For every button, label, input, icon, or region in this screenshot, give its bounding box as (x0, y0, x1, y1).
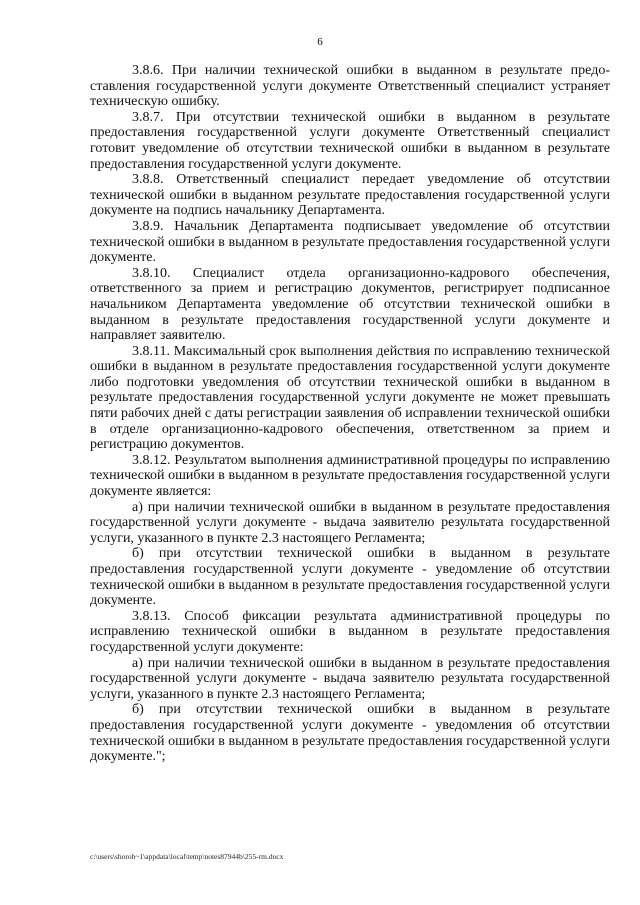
paragraph-3-8-12-a: а) при наличии технической ошибки в выданном в результате предоставления государственной услуги документе - выдача заявителю результата государственной услуги, указанного в пункте 2.3 настоящего Регламента; (90, 499, 610, 546)
paragraph-3-8-7: 3.8.7. При отсутствии технической ошибки в выданном в результате предоставления государственной услуги документе Ответственный специалист готовит уведомление об отсутствии технической ошибки в выданном в результате предоставления государственной услуги документе. (90, 109, 610, 172)
paragraph-3-8-12: 3.8.12. Результатом выполнения административной процедуры по исправлению технической ошибки в выданном в результате предоставления государственной услуги документе является: (90, 452, 610, 500)
page-number: 6 (317, 36, 323, 48)
paragraph-3-8-13: 3.8.13. Способ фиксации результата административной процедуры по исправлению технической ошибки в выданном в результате предоставления государственной услуги документе: (90, 608, 610, 655)
document-body (90, 63, 610, 765)
paragraph-3-8-9: 3.8.9. Начальник Департамента подписывает уведомление об отсутствии технической ошибки в выданном в результате предоставления государственной услуги документе. (90, 218, 610, 266)
paragraph-3-8-12-b: б) при отсутствии технической ошибки в выданном в результате предоставления государственной услуги документе - уведомление об отсутствии технической ошибки в выданном в результате предоставления государственной услуги документе. (90, 546, 610, 609)
paragraph-3-8-13-b: б) при отсутствии технической ошибки в выданном в результате предоставления государственной услуги документе - уведомления об отсутствии технической ошибки в выданном в результате предоставления государственной услуги документе."; (90, 702, 610, 765)
paragraph-3-8-10: 3.8.10. Специалист отдела организационно-кадрового обеспечения, ответственного за прием и регистрацию документов, регистрирует подписанное начальником Департамента уведомление об отсутствии технической ошибки в выданном в результате предоставления государственной услуги документе и направляет заявителю. (90, 265, 610, 344)
paragraph-3-8-13-a: а) при наличии технической ошибки в выданном в результате предоставления государственной услуги документе - выдача заявителю результата государственной услуги, указанного в пункте 2.3 настоящего Регламента; (90, 655, 610, 702)
paragraph-3-8-6: 3.8.6. При наличии технической ошибки в выданном в результате предоставления государственной услуги документе Ответственный специалист устраняет техническую ошибку. (90, 63, 610, 110)
paragraph-3-8-11: 3.8.11. Максимальный срок выполнения действия по исправлению технической ошибки в выданном в результате предоставления государственной услуги документе либо подготовки уведомления об отсутствии технической ошибки в выданном в результате предоставления государственной услуги документе не может превышать пяти рабочих дней с даты регистрации заявления об исправлении технической ошибки в отделе организационно-кадрового обеспечения, ответственном за прием и регистрацию документов. (90, 343, 610, 453)
paragraph-3-8-8: 3.8.8. Ответственный специалист передает уведомление об отсутствии технической ошибки в выданном результате предоставления государственной услуги документе на подпись начальнику Департамента. (90, 172, 610, 219)
footer-file-path: c:\users\shoroh~1\appdata\local\temp\notes87944b\255-rm.docx (90, 852, 284, 861)
